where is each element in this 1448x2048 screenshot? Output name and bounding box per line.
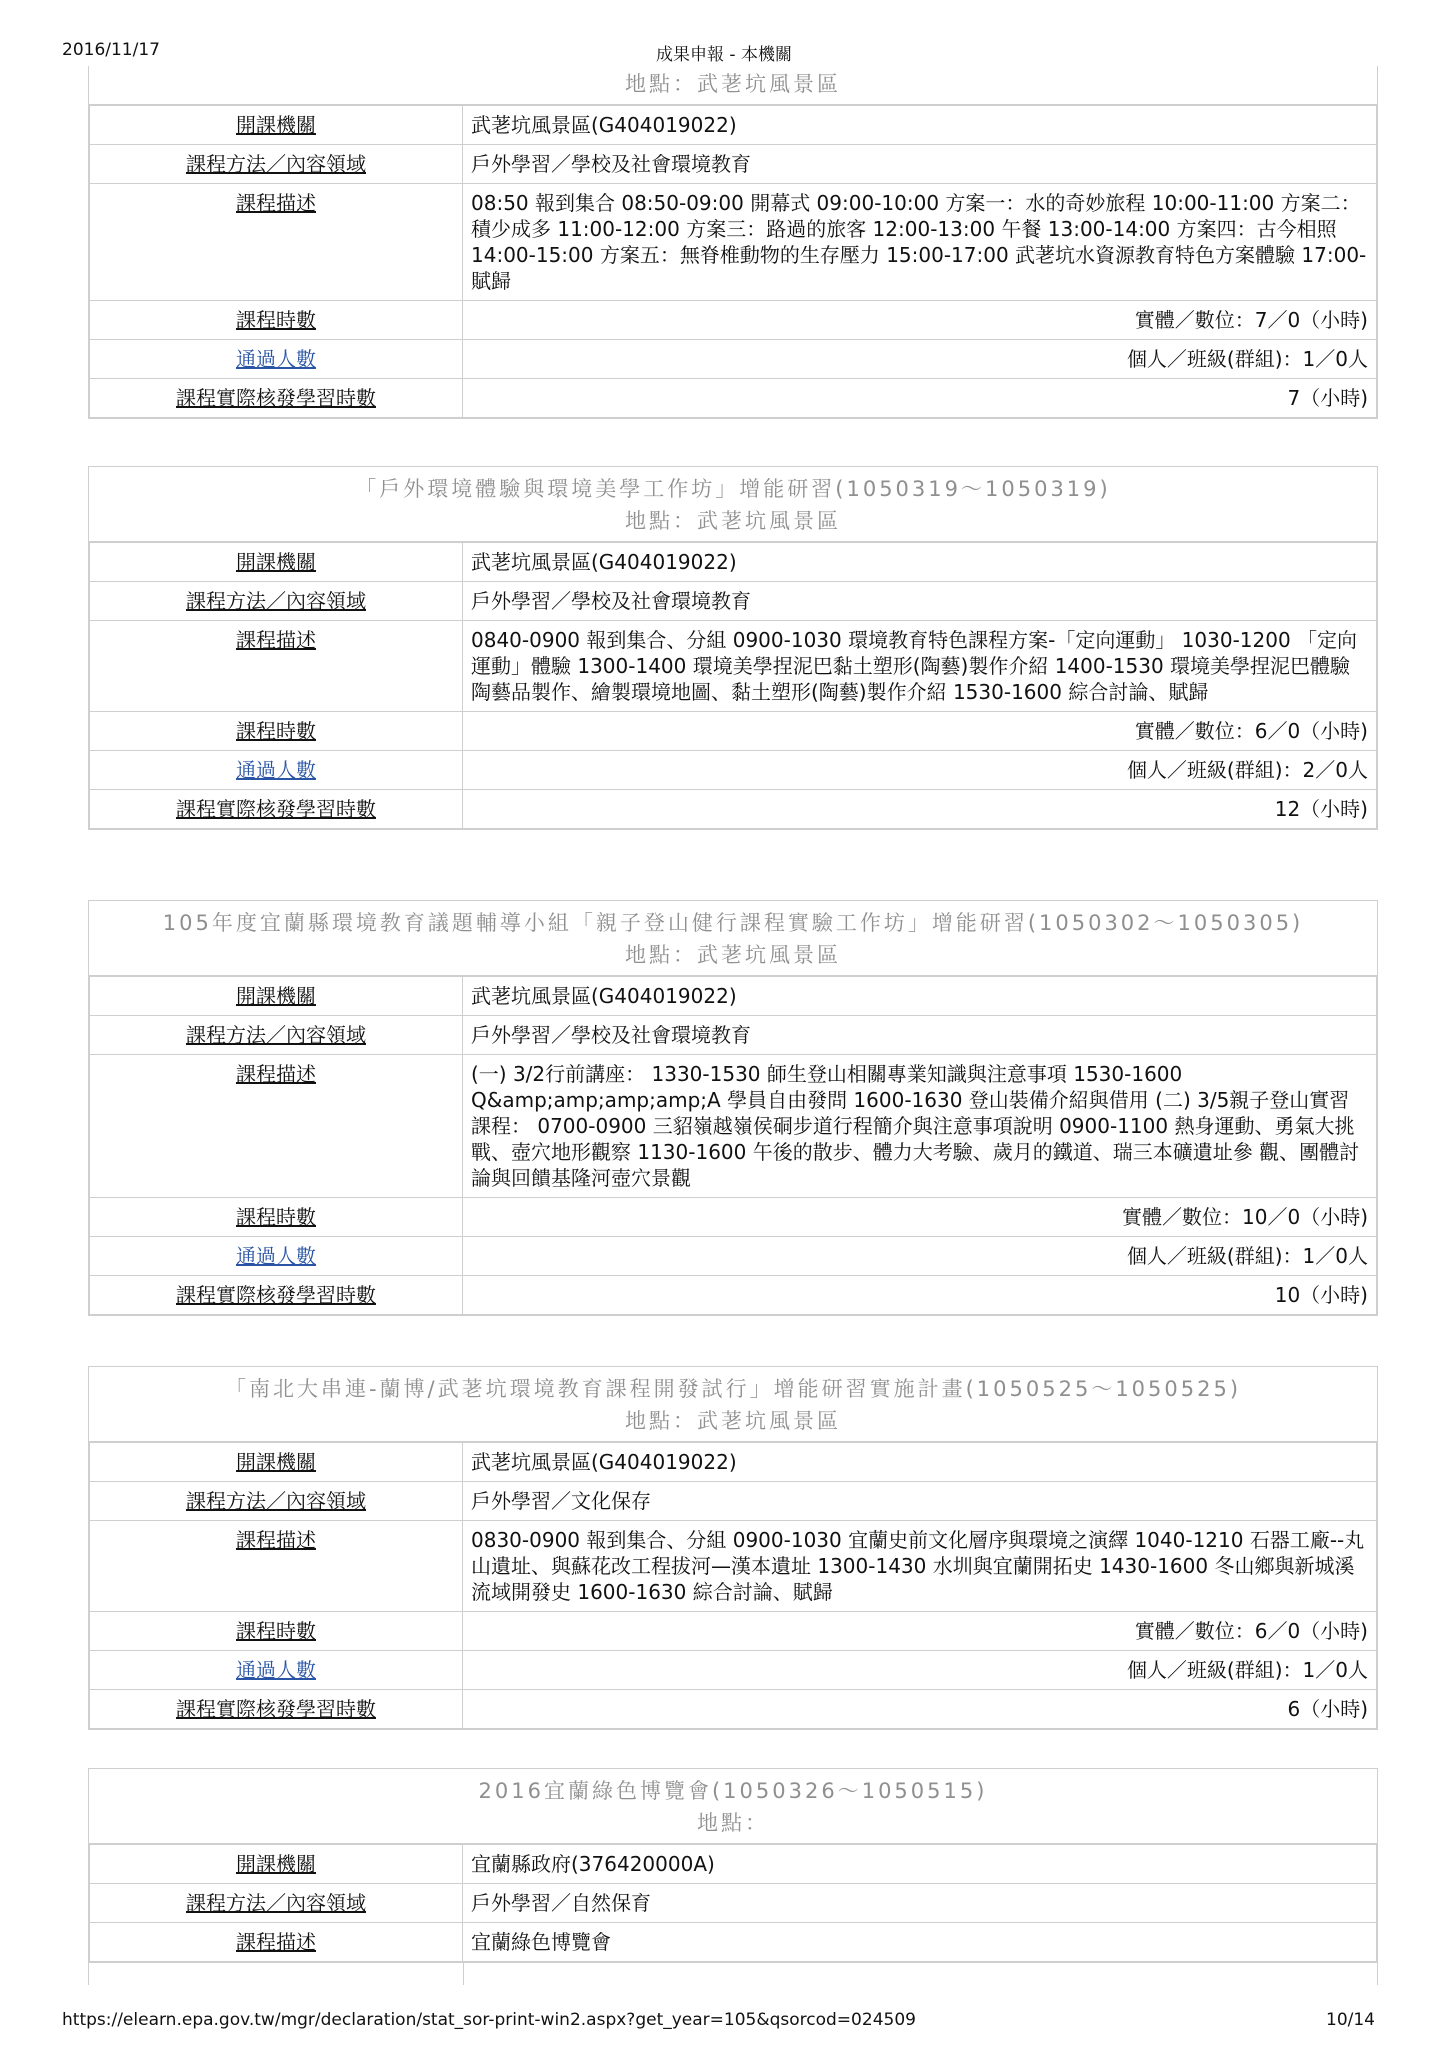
method-label: 課程方法／內容領域: [90, 1016, 463, 1055]
actual-hours-value: 6（小時): [463, 1690, 1377, 1729]
hours-label: 課程時數: [90, 1198, 463, 1237]
course-location: 地點：武荖坑風景區: [625, 509, 841, 533]
org-label: 開課機關: [90, 106, 463, 145]
hours-value: 實體／數位：7／0（小時): [463, 301, 1377, 340]
desc-label: 課程描述: [90, 1055, 463, 1198]
course-title-box: [89, 66, 1377, 105]
method-value: 戶外學習／學校及社會環境教育: [463, 1016, 1377, 1055]
course-table: [89, 976, 1377, 1315]
course-title: 「南北大串連-蘭博/武荖坑環境教育課程開發試行」增能研習實施計畫(1050525～1050525): [224, 1377, 1242, 1401]
desc-value: 08:50 報到集合 08:50-09:00 開幕式 09:00-10:00 方案一：水的奇妙旅程 10:00-11:00 方案二：積少成多 11:00-12:00 方案三：路過的旅客 12:00-13:00 午餐 13:00-14:00 方案四：古今相照 14:00-15:00 方案五：無脊椎動物的生存壓力 15:00-17:00 武荖坑水資源教育特色方案體驗 17:00- 賦歸: [463, 184, 1377, 301]
passed-value: 個人／班級(群組)：2／0人: [463, 751, 1377, 790]
passed-value: 個人／班級(群組)：1／0人: [463, 340, 1377, 379]
method-value: 戶外學習／文化保存: [463, 1482, 1377, 1521]
course-section: [88, 466, 1378, 830]
course-location: 地點：武荖坑風景區: [625, 72, 841, 96]
passed-count-link[interactable]: 通過人數: [90, 340, 463, 379]
passed-value: 個人／班級(群組)：1／0人: [463, 1651, 1377, 1690]
hours-label: 課程時數: [90, 301, 463, 340]
table-continuation-divider: [463, 1963, 464, 1985]
course-table: [89, 542, 1377, 829]
method-value: 戶外學習／學校及社會環境教育: [463, 582, 1377, 621]
desc-label: 課程描述: [90, 621, 463, 712]
course-section: [88, 66, 1378, 419]
actual-hours-value: 12（小時): [463, 790, 1377, 829]
actual-hours-label: 課程實際核發學習時數: [90, 1276, 463, 1315]
org-value: 宜蘭縣政府(376420000A): [463, 1845, 1377, 1884]
course-section: [88, 1768, 1378, 1985]
org-label: 開課機關: [90, 1845, 463, 1884]
passed-count-link[interactable]: 通過人數: [90, 1237, 463, 1276]
desc-label: 課程描述: [90, 1923, 463, 1962]
org-value: 武荖坑風景區(G404019022): [463, 106, 1377, 145]
org-value: 武荖坑風景區(G404019022): [463, 977, 1377, 1016]
page-url: https://elearn.epa.gov.tw/mgr/declaration/stat_sor-print-win2.aspx?get_year=105&qsorcod=024509: [62, 2010, 916, 2030]
course-location: 地點：: [697, 1811, 769, 1835]
desc-value: 0840-0900 報到集合、分組 0900-1030 環境教育特色課程方案-「定向運動」 1030-1200 「定向運動」體驗 1300-1400 環境美學捏泥巴黏土塑形(陶藝)製作介紹 1400-1530 環境美學捏泥巴體驗陶藝品製作、繪製環境地圖、黏土塑形(陶藝)製作介紹 1530-1600 綜合討論、賦歸: [463, 621, 1377, 712]
course-location: 地點：武荖坑風景區: [625, 943, 841, 967]
org-value: 武荖坑風景區(G404019022): [463, 543, 1377, 582]
hours-value: 實體／數位：6／0（小時): [463, 1612, 1377, 1651]
passed-value: 個人／班級(群組)：1／0人: [463, 1237, 1377, 1276]
method-value: 戶外學習／學校及社會環境教育: [463, 145, 1377, 184]
page-title: 成果申報 - 本機關: [656, 45, 792, 65]
org-label: 開課機關: [90, 977, 463, 1016]
actual-hours-label: 課程實際核發學習時數: [90, 790, 463, 829]
course-title-box: [89, 1367, 1377, 1442]
passed-count-link[interactable]: 通過人數: [90, 751, 463, 790]
hours-value: 實體／數位：6／0（小時): [463, 712, 1377, 751]
course-title-box: [89, 467, 1377, 542]
method-label: 課程方法／內容領域: [90, 1884, 463, 1923]
course-section: [88, 900, 1378, 1316]
hours-label: 課程時數: [90, 712, 463, 751]
desc-label: 課程描述: [90, 1521, 463, 1612]
method-label: 課程方法／內容領域: [90, 145, 463, 184]
hours-label: 課程時數: [90, 1612, 463, 1651]
org-label: 開課機關: [90, 543, 463, 582]
table-continuation: [89, 1962, 1377, 1985]
org-value: 武荖坑風景區(G404019022): [463, 1443, 1377, 1482]
course-table: [89, 1844, 1377, 1962]
course-title: 「戶外環境體驗與環境美學工作坊」增能研習(1050319～1050319): [355, 477, 1111, 501]
course-title: 105年度宜蘭縣環境教育議題輔導小組「親子登山健行課程實驗工作坊」增能研習(1050302～1050305): [162, 911, 1304, 935]
desc-value: 0830-0900 報到集合、分組 0900-1030 宜蘭史前文化層序與環境之演繹 1040-1210 石器工廠--丸山遺址、與蘇花改工程拔河—漢本遺址 1300-1430 水圳與宜蘭開拓史 1430-1600 冬山鄉與新城溪流域開發史 1600-1630 綜合討論、賦歸: [463, 1521, 1377, 1612]
print-date: 2016/11/17: [62, 40, 160, 60]
actual-hours-value: 7（小時): [463, 379, 1377, 418]
page-number: 10/14: [1326, 2010, 1375, 2030]
desc-value: (一) 3/2行前講座： 1330-1530 師生登山相關專業知識與注意事項 1530-1600 Q&amp;amp;amp;amp;A 學員自由發問 1600-1630 登山裝備介紹與借用 (二) 3/5親子登山實習課程： 0700-0900 三貂嶺越嶺侯硐步道行程簡介與注意事項說明 0900-1100 熱身運動、勇氣大挑戰、壺穴地形觀察 1130-1600 午後的散步、體力大考驗、歲月的鐵道、瑞三本礦遺址參 觀、團體討論與回饋基隆河壺穴景觀: [463, 1055, 1377, 1198]
actual-hours-label: 課程實際核發學習時數: [90, 379, 463, 418]
course-location: 地點：武荖坑風景區: [625, 1409, 841, 1433]
actual-hours-value: 10（小時): [463, 1276, 1377, 1315]
course-table: [89, 1442, 1377, 1729]
method-label: 課程方法／內容領域: [90, 582, 463, 621]
method-value: 戶外學習／自然保育: [463, 1884, 1377, 1923]
org-label: 開課機關: [90, 1443, 463, 1482]
desc-label: 課程描述: [90, 184, 463, 301]
hours-value: 實體／數位：10／0（小時): [463, 1198, 1377, 1237]
method-label: 課程方法／內容領域: [90, 1482, 463, 1521]
course-title-box: [89, 1769, 1377, 1844]
course-table: [89, 105, 1377, 418]
course-title-box: [89, 901, 1377, 976]
actual-hours-label: 課程實際核發學習時數: [90, 1690, 463, 1729]
course-title: 2016宜蘭綠色博覽會(1050326～1050515): [478, 1779, 988, 1803]
course-section: [88, 1366, 1378, 1730]
passed-count-link[interactable]: 通過人數: [90, 1651, 463, 1690]
desc-value: 宜蘭綠色博覽會: [463, 1923, 1377, 1962]
